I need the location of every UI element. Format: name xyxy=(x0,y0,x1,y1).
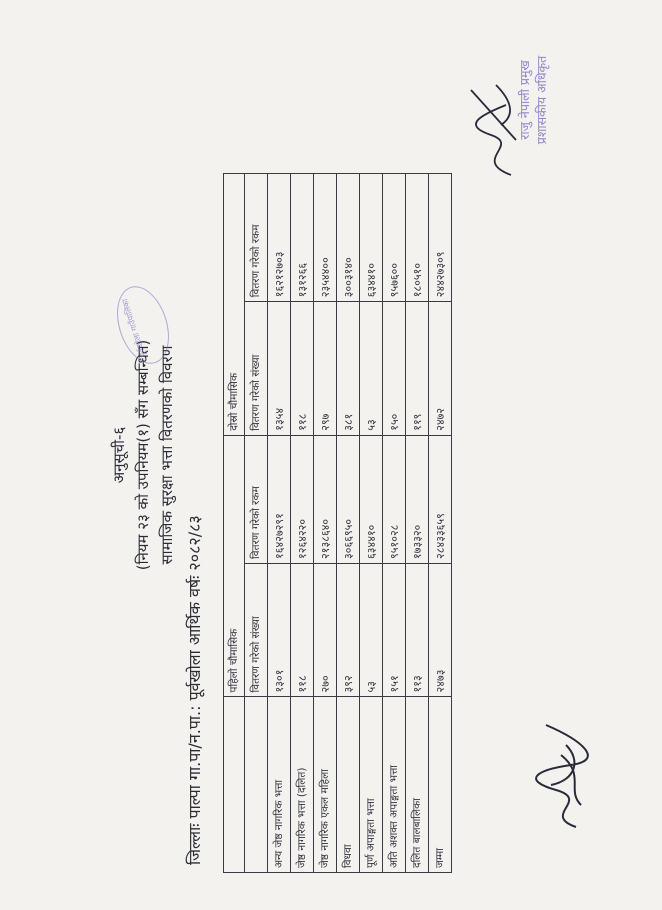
column-header: वितरण गरेको संख्या xyxy=(245,302,268,436)
officer-stamp: राजु नेपाली प्रमुख प्रशासकीय अधिकृत xyxy=(517,55,549,145)
table-cell: १३५४ xyxy=(268,302,291,436)
table-cell: ३०६६९५० xyxy=(337,435,360,563)
row-label: पूर्ण अपाङ्गता भत्ता xyxy=(360,697,383,873)
table-cell: २८४३३६५९ xyxy=(429,435,452,563)
table-row xyxy=(360,174,383,873)
table-row xyxy=(337,174,360,873)
row-label: जेष्ठ नागरिक एकल महिला xyxy=(314,697,337,873)
table-row xyxy=(314,174,337,873)
municipality-stamp: पूर्वखोला गाउँपालिका xyxy=(108,280,178,371)
row-label: विधवा xyxy=(337,697,360,873)
table-cell: ५३ xyxy=(360,302,383,436)
table-cell: ११८ xyxy=(291,563,314,697)
second-period-header: दोस्रो चौमासिक xyxy=(224,174,245,436)
table-row xyxy=(268,174,291,873)
sub-header-row xyxy=(245,174,268,873)
annex-label: अनुसूची-६ xyxy=(110,426,128,484)
label-subheader-cell xyxy=(245,697,268,873)
table-cell: २१३८६४० xyxy=(314,435,337,563)
first-period-header: पहिलो चौमासिक xyxy=(224,435,245,697)
rule-reference: (नियम २३ को उपनियम(१) सँग सम्बन्धित) xyxy=(134,339,152,571)
total-row xyxy=(429,174,452,873)
table-cell: १२६४२२० xyxy=(291,435,314,563)
table-cell: १६२१२७०३ xyxy=(268,174,291,302)
table-row xyxy=(406,174,429,873)
label-header-cell xyxy=(224,697,245,873)
table-cell: ९५७६०० xyxy=(383,174,406,302)
table-cell: ६३४४१० xyxy=(360,435,383,563)
row-label: अन्य जेष्ठ नागरिक भत्ता xyxy=(268,697,291,873)
district-fiscal-line: जिल्लाः पाल्पा गा.पा/न.पा.: पूर्वखोला आर्थिक वर्षः २०८२/८३ xyxy=(185,515,204,865)
column-header: वितरण गरेको रकम xyxy=(245,174,268,302)
table-cell: ९५१०२८ xyxy=(383,435,406,563)
column-header: वितरण गरेको संख्या xyxy=(245,563,268,697)
table-row xyxy=(291,174,314,873)
table-cell: ५३ xyxy=(360,563,383,697)
signature-left xyxy=(521,715,601,835)
table-cell: ११९ xyxy=(406,302,429,436)
table-cell: २४७३ xyxy=(429,563,452,697)
table-cell: ३८१ xyxy=(337,302,360,436)
row-label: जम्मा xyxy=(429,697,452,873)
table-cell: १८०५१० xyxy=(406,174,429,302)
table-cell: १३०१ xyxy=(268,563,291,697)
table-cell: १३१२६६ xyxy=(291,174,314,302)
table-cell: २३५४४०० xyxy=(314,174,337,302)
table-cell: ३००३१४० xyxy=(337,174,360,302)
table-cell: ११८ xyxy=(291,302,314,436)
column-header: वितरण गरेको रकम xyxy=(245,435,268,563)
table-cell: ३९२ xyxy=(337,563,360,697)
table-cell: १५० xyxy=(383,302,406,436)
table-cell: १७३३२० xyxy=(406,435,429,563)
table-cell: १५१ xyxy=(383,563,406,697)
distribution-table xyxy=(223,173,452,873)
document-title: सामाजिक सुरक्षा भत्ता वितरणको विवरण xyxy=(158,345,176,565)
table-cell: ११३ xyxy=(406,563,429,697)
table-cell: २७० xyxy=(314,563,337,697)
row-label: जेष्ठ नागरिक भत्ता (दलित) xyxy=(291,697,314,873)
group-header-row xyxy=(224,174,245,873)
table-row xyxy=(383,174,406,873)
row-label: अति अशक्त अपाङ्गता भत्ता xyxy=(383,697,406,873)
document-page xyxy=(51,25,611,885)
table-cell: १६४२७२९१ xyxy=(268,435,291,563)
row-label: दलित बालबालिका xyxy=(406,697,429,873)
table-cell: ६३४४१० xyxy=(360,174,383,302)
table-cell: २४७२ xyxy=(429,302,452,436)
table-cell: २९७ xyxy=(314,302,337,436)
table-cell: २४४२७३०९ xyxy=(429,174,452,302)
